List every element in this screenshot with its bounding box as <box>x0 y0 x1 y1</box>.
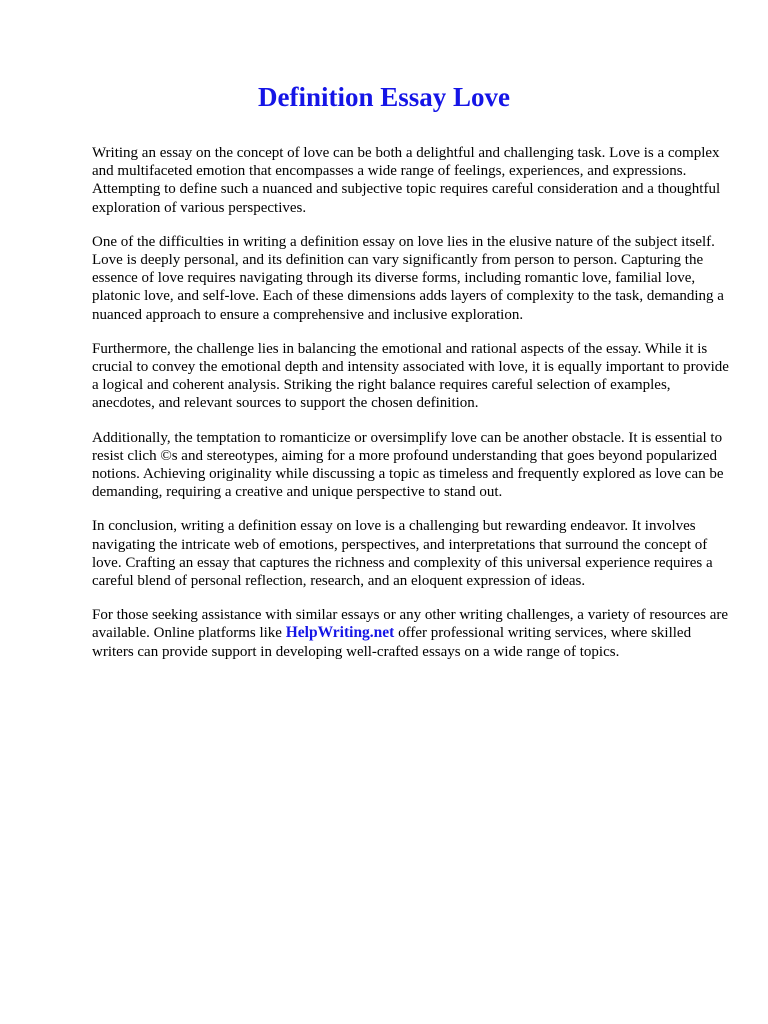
paragraph-conclusion: In conclusion, writing a definition essay on love is a challenging but rewarding endeavor. It involves navigating the intricate web of emotions, perspectives, and interpretations that surround the concept of love. Crafting an essay that captures the richness and complexity of this universal experience requires a careful blend of personal reflection, research, and an eloquent expression of ideas. <box>92 518 713 590</box>
document-title: Definition Essay Love <box>257 82 511 112</box>
helpwriting-link[interactable]: HelpWriting.net <box>285 624 395 642</box>
paragraph-difficulties: One of the difficulties in writing a definition essay on love lies in the elusive nature of the subject itself. Love is deeply personal, and its definition can vary significantly from person to person. Capturing the essence of love requires navigating through its diverse forms, including romantic love, familial love, platonic love, and self-love. Each of these dimensions adds layers of complexity to the task, demanding a nuanced approach to ensure a comprehensive and inclusive exploration. <box>92 233 724 323</box>
paragraph-intro: Writing an essay on the concept of love can be both a delightful and challenging task. Love is a complex and multifaceted emotion that encompasses a wide range of feelings, experiences, and expressions. Attempting to define such a nuanced and subjective topic requires careful consideration and a thoughtful exploration of various perspectives. <box>92 145 721 216</box>
paragraph-resources <box>92 606 732 661</box>
resources-text-before: For those seeking assistance with similar essays or any other writing challenges, a variety of resources are available. Online platforms like <box>92 607 729 642</box>
paragraph-cliches: Additionally, the temptation to romanticize or oversimplify love can be another obstacle. It is essential to resist clich ©s and stereotypes, aiming for a more profound understanding that goes beyond popularized notions. Achieving originality while discussing a topic as timeless and frequently explored as love can be demanding, requiring a creative and unique perspective to stand out. <box>92 429 724 501</box>
resources-text-after: offer professional writing services, where skilled writers can provide support in developing well-crafted essays on a wide range of topics. <box>92 625 692 660</box>
paragraph-balance: Furthermore, the challenge lies in balancing the emotional and rational aspects of the essay. While it is crucial to convey the emotional depth and intensity associated with love, it is equally important to provide a logical and coherent analysis. Striking the right balance requires careful selection of examples, anecdotes, and relevant sources to support the chosen definition. <box>92 340 729 412</box>
